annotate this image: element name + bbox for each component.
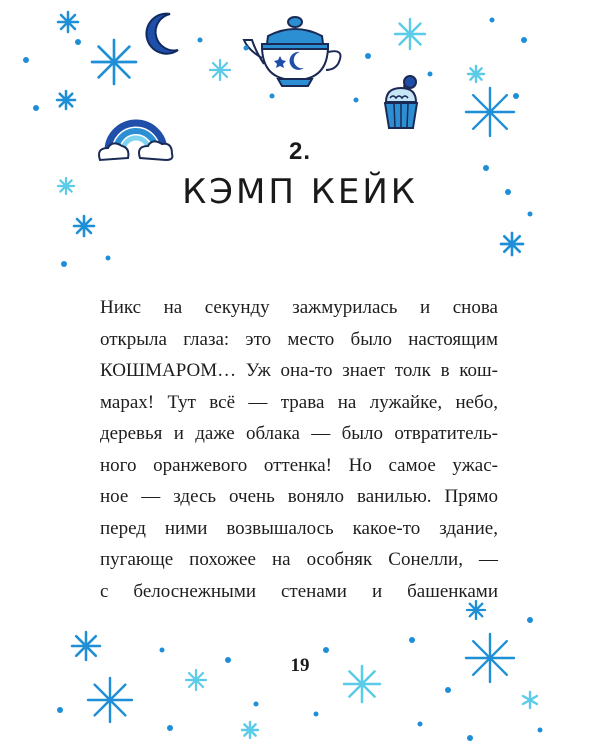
text-line: КОШМАРОМ… Уж она-то знает толк в кош- xyxy=(100,360,498,381)
sparkle-dot xyxy=(57,617,543,741)
text-line: с белоснежными стенами и башенками xyxy=(100,580,498,602)
teapot-icon xyxy=(244,17,340,86)
text-line: марах! Тут всё — трава на лужайке, небо, xyxy=(100,391,498,413)
text-line: Никс на секунду зажмурилась и снова xyxy=(100,297,498,318)
text-line: ное — здесь очень воняло ванилью. Прямо xyxy=(100,486,498,507)
page-number: 19 xyxy=(290,655,310,676)
chapter-number: 2. xyxy=(288,138,311,165)
text-line: открыла глаза: это место было настоящим xyxy=(100,328,498,350)
text-line: пугающе похожее на особняк Сонелли, — xyxy=(100,549,498,570)
text-line: ного оранжевого оттенка! Но самое ужас- xyxy=(100,454,498,476)
cupcake-icon xyxy=(385,76,417,128)
body-text xyxy=(100,292,498,607)
text-line: деревья и даже облака — было отвратитель- xyxy=(100,423,498,444)
text-line: перед ними возвышалось какое-то здание, xyxy=(100,517,498,539)
chapter-title: КЭМП КЕЙК xyxy=(182,172,418,212)
moon-icon xyxy=(146,14,178,54)
